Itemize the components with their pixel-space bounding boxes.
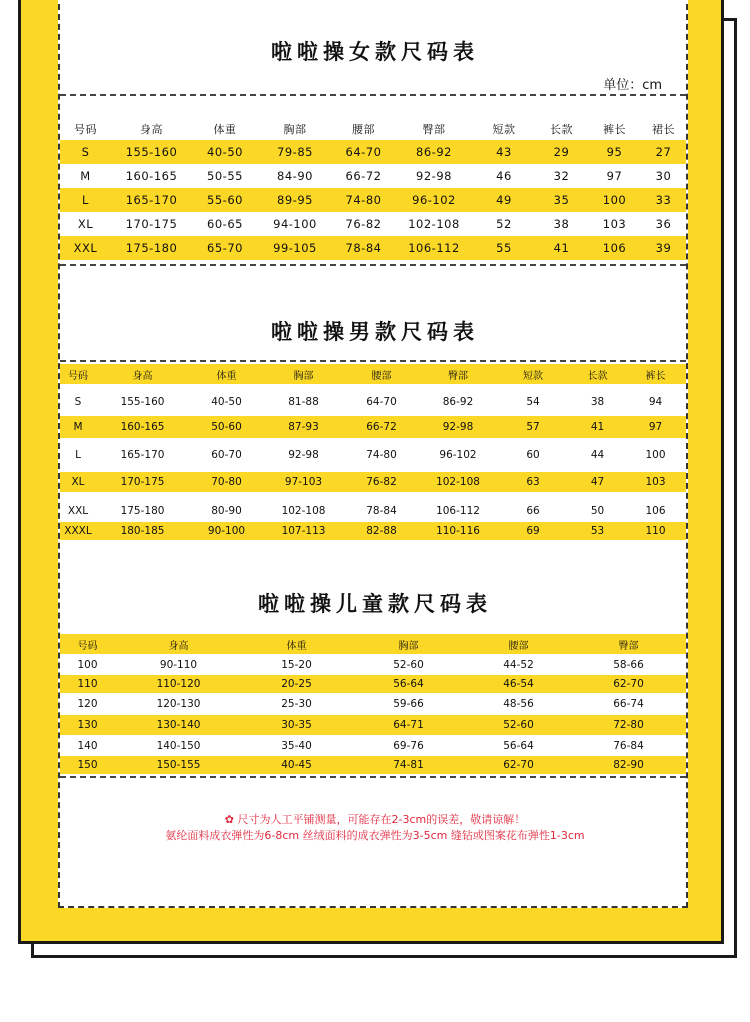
kids-title: 啦啦操儿童款尺码表	[258, 592, 492, 616]
table-row	[60, 522, 686, 540]
table-cell: 56-64	[393, 678, 424, 690]
table-cell: 78-84	[345, 241, 382, 255]
elasticity-note: 氨纶面料成衣弹性为6-8cm 丝绒面料的成衣弹性为3-5cm 缝钻或图案花布弹性1-3cm	[165, 829, 585, 842]
table-cell: 102-108	[408, 217, 460, 231]
table-cell: 107-113	[281, 525, 326, 537]
table-cell: 33	[655, 193, 672, 207]
header-cell: 身高	[132, 370, 153, 382]
table-cell: 84-90	[277, 169, 313, 183]
table-cell: M	[73, 421, 83, 433]
table-cell: 76-82	[345, 217, 382, 231]
table-row	[60, 188, 686, 212]
table-row	[60, 500, 686, 522]
table-cell: 110	[645, 525, 666, 537]
table-cell: 99-105	[273, 241, 317, 255]
table-cell: 32	[553, 169, 570, 183]
table-cell: 92-98	[442, 421, 474, 433]
header-cell: 裤长	[603, 123, 626, 136]
table-cell: 130-140	[156, 719, 201, 731]
header-cell: 短款	[523, 370, 543, 382]
table-cell: 86-92	[416, 145, 452, 159]
table-cell: 43	[496, 145, 512, 159]
table-cell: 55-60	[207, 193, 243, 207]
table-cell: 49	[496, 193, 512, 207]
table-cell: 60	[526, 449, 540, 461]
unit-label: 单位：cm	[603, 78, 662, 93]
table-cell: 60-70	[211, 449, 242, 461]
header-cell: 胸部	[398, 640, 419, 652]
table-cell: 76-82	[366, 476, 397, 488]
table-cell: 97-103	[284, 476, 323, 488]
table-cell: 46-54	[503, 678, 534, 690]
table-cell: 140-150	[156, 739, 201, 752]
table-cell: 95	[606, 145, 623, 159]
table-cell: 90-100	[207, 525, 246, 537]
table-cell: 106	[602, 241, 627, 255]
table-cell: 165-170	[125, 193, 178, 207]
table-cell: 44	[590, 449, 605, 461]
table-cell: 30-35	[281, 719, 312, 731]
table-cell: 40-45	[281, 759, 312, 771]
header-cell: 体重	[216, 370, 237, 382]
table-cell: XXL	[67, 505, 89, 517]
table-cell: 100	[602, 193, 627, 207]
table-cell: 102-108	[436, 476, 480, 488]
table-cell: 64-70	[366, 396, 397, 408]
table-cell: 50-60	[211, 421, 242, 433]
table-cell: 53	[590, 525, 605, 537]
table-cell: 94	[648, 396, 663, 408]
table-cell: 82-90	[613, 759, 644, 771]
table-cell: 38	[590, 396, 605, 408]
table-cell: 170-175	[125, 217, 178, 231]
table-header-row	[60, 634, 686, 654]
table-row	[60, 416, 686, 438]
table-cell: 106	[645, 505, 666, 517]
table-cell: 70-80	[211, 476, 242, 488]
header-cell: 臀部	[618, 640, 639, 652]
table-cell: 155-160	[120, 396, 165, 408]
table-cell: 69-76	[393, 739, 424, 752]
women-title: 啦啦操女款尺码表	[271, 40, 479, 64]
table-cell: 78-84	[366, 505, 397, 517]
table-cell: 48-56	[503, 698, 534, 710]
table-cell: 180-185	[120, 525, 165, 537]
table-cell: 96-102	[412, 193, 456, 207]
table-cell: 62-70	[503, 759, 534, 771]
table-cell: XL	[77, 217, 94, 231]
header-cell: 长款	[587, 370, 608, 382]
table-row	[60, 693, 686, 715]
table-cell: 150-155	[156, 759, 201, 771]
table-cell: L	[75, 449, 81, 461]
table-cell: 92-98	[288, 449, 319, 461]
table-cell: S	[74, 396, 82, 408]
header-cell: 号码	[77, 640, 98, 652]
header-cell: 体重	[286, 640, 307, 652]
table-cell: 160-165	[125, 169, 178, 183]
table-row	[60, 675, 686, 693]
table-cell: S	[81, 145, 90, 159]
table-cell: XXXL	[64, 525, 92, 537]
table-cell: 74-80	[366, 449, 397, 461]
table-cell: 160-165	[120, 421, 165, 433]
table-cell: 103	[602, 217, 627, 231]
table-cell: 40-50	[211, 396, 242, 408]
men-size-table	[60, 364, 686, 540]
table-cell: 65-70	[207, 241, 243, 255]
table-cell: 120-130	[156, 698, 201, 710]
table-cell: 47	[590, 476, 605, 488]
header-cell: 长款	[550, 123, 573, 136]
table-cell: 76-84	[613, 739, 644, 752]
measurement-note	[60, 812, 690, 828]
table-cell: 30	[655, 169, 672, 183]
table-cell: XXL	[73, 241, 98, 255]
table-cell: 59-66	[393, 698, 424, 710]
table-cell: L	[82, 193, 89, 207]
women-size-table	[60, 118, 686, 260]
header-cell: 胸部	[283, 123, 307, 136]
table-cell: 66-72	[345, 169, 382, 183]
table-cell: 44-52	[503, 658, 534, 671]
table-cell: 80-90	[211, 505, 242, 517]
table-row	[60, 756, 686, 774]
table-cell: 41	[590, 421, 605, 433]
header-cell: 胸部	[293, 370, 314, 382]
table-cell: 46	[496, 169, 512, 183]
header-cell: 腰部	[371, 370, 392, 382]
table-cell: 106-112	[436, 505, 480, 517]
table-cell: 35-40	[281, 739, 312, 752]
size-chart-card	[58, 0, 688, 908]
header-cell: 号码	[74, 123, 97, 136]
table-cell: 102-108	[281, 505, 326, 517]
table-cell: 15-20	[281, 658, 312, 671]
table-row	[60, 140, 686, 164]
table-cell: 40-50	[207, 145, 243, 159]
table-cell: 35	[553, 193, 570, 207]
table-cell: 94-100	[273, 217, 317, 231]
table-cell: 25-30	[281, 698, 312, 710]
table-cell: 175-180	[125, 241, 178, 255]
table-cell: 100	[645, 449, 666, 461]
header-cell: 臀部	[448, 370, 468, 382]
table-cell: 87-93	[288, 421, 319, 433]
table-cell: 66-72	[366, 421, 397, 433]
table-cell: 110-120	[156, 678, 201, 690]
table-cell: 56-64	[503, 739, 534, 752]
header-cell: 裤长	[645, 370, 666, 382]
header-cell: 臀部	[422, 123, 446, 136]
table-cell: 58-66	[613, 658, 644, 671]
flower-icon: ✿	[224, 813, 234, 826]
table-cell: 20-25	[281, 678, 312, 690]
table-row	[60, 715, 686, 735]
table-cell: 110	[77, 678, 98, 690]
table-cell: 60-65	[207, 217, 243, 231]
men-title: 啦啦操男款尺码表	[271, 320, 479, 344]
table-cell: 170-175	[120, 476, 165, 488]
table-row	[60, 654, 686, 675]
table-cell: 64-71	[393, 719, 424, 731]
table-row	[60, 438, 686, 472]
table-cell: 81-88	[288, 396, 319, 408]
table-cell: 66-74	[613, 698, 644, 710]
table-header-row	[60, 364, 686, 384]
header-cell: 腰部	[508, 640, 529, 652]
table-cell: 90-110	[159, 658, 198, 671]
table-row	[60, 735, 686, 756]
table-cell: 55	[496, 241, 512, 255]
table-header-row	[60, 118, 686, 140]
table-cell: 96-102	[439, 449, 477, 461]
header-cell: 身高	[140, 123, 163, 136]
section-divider	[60, 264, 686, 266]
table-row	[60, 212, 686, 236]
table-cell: 120	[77, 698, 98, 710]
kids-size-table	[60, 634, 686, 774]
table-cell: 50	[590, 505, 605, 517]
table-cell: 106-112	[408, 241, 460, 255]
unit-divider	[60, 72, 686, 96]
table-cell: 150	[77, 759, 98, 771]
header-cell: 裙长	[652, 123, 675, 136]
note-line-1: 尺寸为人工平铺测量，可能存在2-3cm的误差，敬请谅解！	[237, 813, 526, 826]
table-cell: 92-98	[416, 169, 452, 183]
table-cell: XL	[71, 476, 85, 488]
table-cell: 27	[655, 145, 672, 159]
table-cell: 52	[496, 217, 512, 231]
table-cell: 74-81	[393, 759, 424, 771]
table-cell: 155-160	[125, 145, 178, 159]
table-cell: 74-80	[345, 193, 382, 207]
table-cell: 100	[77, 658, 98, 671]
table-cell: 41	[553, 241, 570, 255]
table-row	[60, 388, 686, 416]
table-cell: 165-170	[120, 449, 165, 461]
table-cell: 72-80	[613, 719, 644, 731]
table-cell: 62-70	[613, 678, 644, 690]
header-cell: 体重	[213, 123, 237, 136]
table-cell: 54	[526, 396, 540, 408]
table-cell: 38	[553, 217, 570, 231]
table-cell: 130	[77, 719, 98, 731]
table-cell: 89-95	[277, 193, 313, 207]
table-cell: 140	[77, 739, 98, 752]
table-cell: 86-92	[442, 396, 474, 408]
table-cell: 110-116	[436, 525, 480, 537]
table-cell: 79-85	[277, 145, 313, 159]
header-cell: 身高	[168, 640, 189, 652]
table-cell: 64-70	[345, 145, 382, 159]
table-cell: 36	[655, 217, 672, 231]
table-cell: 103	[645, 476, 666, 488]
table-cell: 63	[526, 476, 540, 488]
table-cell: 29	[553, 145, 570, 159]
table-cell: 82-88	[366, 525, 397, 537]
table-cell: 66	[526, 505, 540, 517]
table-cell: 52-60	[393, 658, 424, 671]
section-divider	[60, 360, 686, 362]
table-cell: 69	[526, 525, 540, 537]
table-row	[60, 472, 686, 492]
table-row	[60, 164, 686, 188]
table-row	[60, 236, 686, 260]
header-cell: 短款	[492, 123, 516, 136]
table-cell: 57	[526, 421, 540, 433]
table-cell: 39	[655, 241, 672, 255]
table-cell: 50-55	[207, 169, 243, 183]
table-cell: 97	[648, 421, 663, 433]
header-cell: 号码	[68, 370, 88, 382]
table-cell: 52-60	[503, 719, 534, 731]
section-divider	[60, 776, 686, 778]
table-cell: 97	[606, 169, 623, 183]
table-cell: M	[80, 169, 91, 183]
table-cell: 175-180	[120, 505, 165, 517]
header-cell: 腰部	[352, 123, 375, 136]
